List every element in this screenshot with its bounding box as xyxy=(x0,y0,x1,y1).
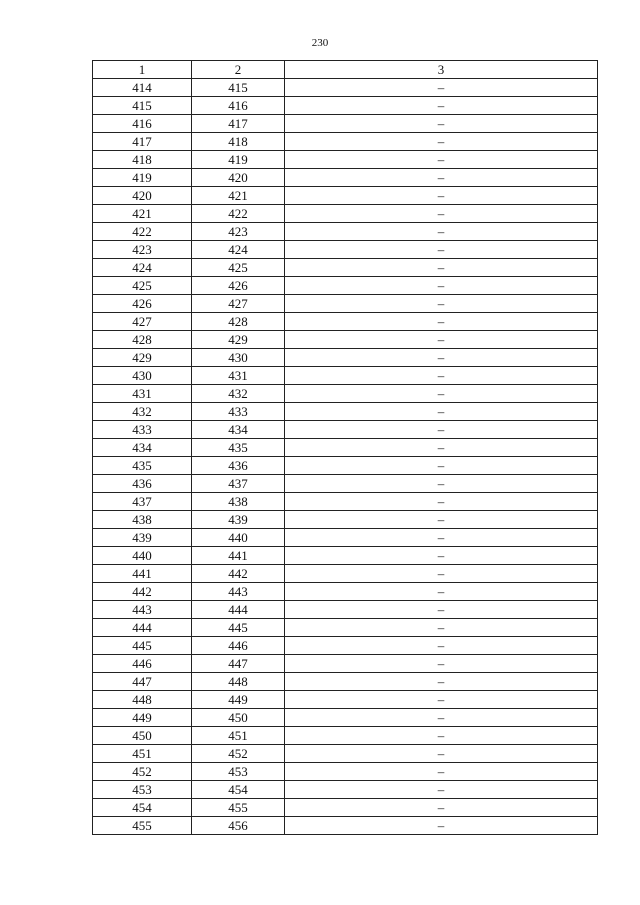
table-row xyxy=(93,691,598,709)
table-cell-col-2: 454 xyxy=(192,781,285,799)
table-cell-col-3: – xyxy=(285,97,598,115)
table-cell-col-2: 438 xyxy=(192,493,285,511)
table-row xyxy=(93,349,598,367)
table-cell-col-1: 430 xyxy=(93,367,192,385)
table-cell-col-2: 453 xyxy=(192,763,285,781)
column-header-2: 2 xyxy=(192,61,285,79)
table-cell-col-1: 432 xyxy=(93,403,192,421)
table-cell-col-3: – xyxy=(285,601,598,619)
table-cell-col-2: 442 xyxy=(192,565,285,583)
table-row xyxy=(93,385,598,403)
table-row xyxy=(93,259,598,277)
table-cell-col-3: – xyxy=(285,637,598,655)
table-header xyxy=(93,61,598,79)
table-cell-col-3: – xyxy=(285,115,598,133)
table-row xyxy=(93,673,598,691)
table-cell-col-2: 431 xyxy=(192,367,285,385)
table-cell-col-1: 437 xyxy=(93,493,192,511)
table-cell-col-1: 444 xyxy=(93,619,192,637)
table-cell-col-3: – xyxy=(285,403,598,421)
table-cell-col-3: – xyxy=(285,187,598,205)
table-cell-col-3: – xyxy=(285,421,598,439)
table-cell-col-3: – xyxy=(285,385,598,403)
table-cell-col-3: – xyxy=(285,619,598,637)
table-cell-col-2: 419 xyxy=(192,151,285,169)
table-row xyxy=(93,115,598,133)
table-row xyxy=(93,529,598,547)
table-cell-col-1: 425 xyxy=(93,277,192,295)
table-row xyxy=(93,619,598,637)
table-cell-col-2: 447 xyxy=(192,655,285,673)
table-cell-col-2: 415 xyxy=(192,79,285,97)
table-cell-col-2: 446 xyxy=(192,637,285,655)
table-cell-col-2: 418 xyxy=(192,133,285,151)
table-row xyxy=(93,79,598,97)
table-row xyxy=(93,223,598,241)
table-cell-col-1: 450 xyxy=(93,727,192,745)
table-cell-col-1: 424 xyxy=(93,259,192,277)
table-cell-col-3: – xyxy=(285,727,598,745)
table-cell-col-1: 448 xyxy=(93,691,192,709)
table-row xyxy=(93,799,598,817)
column-header-3: 3 xyxy=(285,61,598,79)
table-row xyxy=(93,367,598,385)
table-cell-col-3: – xyxy=(285,781,598,799)
table-cell-col-1: 436 xyxy=(93,475,192,493)
table-cell-col-3: – xyxy=(285,439,598,457)
table-row xyxy=(93,475,598,493)
table-cell-col-1: 422 xyxy=(93,223,192,241)
table-cell-col-1: 454 xyxy=(93,799,192,817)
table-row xyxy=(93,637,598,655)
table-row xyxy=(93,295,598,313)
table-row xyxy=(93,97,598,115)
table-cell-col-3: – xyxy=(285,349,598,367)
table-body xyxy=(93,79,598,835)
table-row xyxy=(93,745,598,763)
table-cell-col-3: – xyxy=(285,79,598,97)
table-cell-col-1: 419 xyxy=(93,169,192,187)
table-cell-col-2: 422 xyxy=(192,205,285,223)
table-cell-col-1: 442 xyxy=(93,583,192,601)
table-row xyxy=(93,151,598,169)
table-cell-col-1: 438 xyxy=(93,511,192,529)
table-cell-col-3: – xyxy=(285,799,598,817)
table-cell-col-2: 430 xyxy=(192,349,285,367)
table-cell-col-3: – xyxy=(285,475,598,493)
table-cell-col-2: 423 xyxy=(192,223,285,241)
table-cell-col-3: – xyxy=(285,565,598,583)
table-cell-col-3: – xyxy=(285,205,598,223)
table-cell-col-3: – xyxy=(285,583,598,601)
table-cell-col-2: 441 xyxy=(192,547,285,565)
table-row xyxy=(93,817,598,835)
table-cell-col-2: 445 xyxy=(192,619,285,637)
table-cell-col-2: 443 xyxy=(192,583,285,601)
table-cell-col-3: – xyxy=(285,241,598,259)
table-cell-col-1: 443 xyxy=(93,601,192,619)
table-cell-col-3: – xyxy=(285,493,598,511)
table-cell-col-2: 439 xyxy=(192,511,285,529)
table-cell-col-2: 448 xyxy=(192,673,285,691)
table-cell-col-2: 436 xyxy=(192,457,285,475)
table-cell-col-1: 439 xyxy=(93,529,192,547)
table-cell-col-2: 449 xyxy=(192,691,285,709)
table-cell-col-3: – xyxy=(285,691,598,709)
table-cell-col-2: 437 xyxy=(192,475,285,493)
table-cell-col-2: 440 xyxy=(192,529,285,547)
table-cell-col-2: 433 xyxy=(192,403,285,421)
table-cell-col-1: 415 xyxy=(93,97,192,115)
table-cell-col-3: – xyxy=(285,673,598,691)
table-cell-col-1: 416 xyxy=(93,115,192,133)
page-number: 230 xyxy=(311,37,329,49)
table-row xyxy=(93,331,598,349)
table-cell-col-3: – xyxy=(285,295,598,313)
table-cell-col-2: 435 xyxy=(192,439,285,457)
table-cell-col-1: 421 xyxy=(93,205,192,223)
table-cell-col-1: 423 xyxy=(93,241,192,259)
table-row xyxy=(93,439,598,457)
table-cell-col-1: 452 xyxy=(93,763,192,781)
table-cell-col-3: – xyxy=(285,331,598,349)
table-cell-col-1: 435 xyxy=(93,457,192,475)
table-cell-col-2: 432 xyxy=(192,385,285,403)
table-row xyxy=(93,709,598,727)
table-cell-col-1: 431 xyxy=(93,385,192,403)
table-cell-col-3: – xyxy=(285,151,598,169)
table-cell-col-2: 451 xyxy=(192,727,285,745)
table-cell-col-1: 433 xyxy=(93,421,192,439)
table-cell-col-3: – xyxy=(285,763,598,781)
table-row xyxy=(93,583,598,601)
table-cell-col-3: – xyxy=(285,457,598,475)
table-cell-col-2: 455 xyxy=(192,799,285,817)
table-row xyxy=(93,313,598,331)
table-row xyxy=(93,457,598,475)
table-cell-col-3: – xyxy=(285,259,598,277)
data-table xyxy=(92,60,598,835)
table-row xyxy=(93,727,598,745)
table-cell-col-1: 455 xyxy=(93,817,192,835)
table-row xyxy=(93,601,598,619)
table-cell-col-2: 434 xyxy=(192,421,285,439)
table-cell-col-1: 417 xyxy=(93,133,192,151)
table-row xyxy=(93,205,598,223)
table-cell-col-1: 445 xyxy=(93,637,192,655)
table-cell-col-3: – xyxy=(285,745,598,763)
table-cell-col-1: 440 xyxy=(93,547,192,565)
table-cell-col-3: – xyxy=(285,817,598,835)
table-cell-col-2: 420 xyxy=(192,169,285,187)
table-cell-col-2: 416 xyxy=(192,97,285,115)
table-cell-col-3: – xyxy=(285,655,598,673)
table-cell-col-1: 441 xyxy=(93,565,192,583)
table-cell-col-2: 421 xyxy=(192,187,285,205)
header-row xyxy=(93,61,598,79)
table-cell-col-3: – xyxy=(285,169,598,187)
table-cell-col-2: 456 xyxy=(192,817,285,835)
table-cell-col-2: 424 xyxy=(192,241,285,259)
table-cell-col-1: 420 xyxy=(93,187,192,205)
table-cell-col-2: 417 xyxy=(192,115,285,133)
table-cell-col-1: 427 xyxy=(93,313,192,331)
table-cell-col-1: 426 xyxy=(93,295,192,313)
table-cell-col-1: 434 xyxy=(93,439,192,457)
table-cell-col-3: – xyxy=(285,529,598,547)
table-cell-col-3: – xyxy=(285,709,598,727)
table-cell-col-1: 451 xyxy=(93,745,192,763)
column-header-1: 1 xyxy=(93,61,192,79)
table-cell-col-1: 446 xyxy=(93,655,192,673)
table-row xyxy=(93,421,598,439)
table-cell-col-3: – xyxy=(285,277,598,295)
table-row xyxy=(93,547,598,565)
table-cell-col-1: 449 xyxy=(93,709,192,727)
table-cell-col-3: – xyxy=(285,313,598,331)
table-cell-col-1: 428 xyxy=(93,331,192,349)
table-cell-col-1: 453 xyxy=(93,781,192,799)
table-row xyxy=(93,565,598,583)
table-cell-col-2: 444 xyxy=(192,601,285,619)
table-row xyxy=(93,241,598,259)
table-cell-col-3: – xyxy=(285,367,598,385)
table-row xyxy=(93,493,598,511)
table-cell-col-3: – xyxy=(285,547,598,565)
table-cell-col-2: 425 xyxy=(192,259,285,277)
table-cell-col-1: 447 xyxy=(93,673,192,691)
table-cell-col-3: – xyxy=(285,223,598,241)
table-cell-col-2: 428 xyxy=(192,313,285,331)
table-row xyxy=(93,187,598,205)
table-cell-col-1: 429 xyxy=(93,349,192,367)
table-row xyxy=(93,511,598,529)
table-cell-col-2: 450 xyxy=(192,709,285,727)
table-row xyxy=(93,655,598,673)
table-row xyxy=(93,781,598,799)
table-cell-col-2: 427 xyxy=(192,295,285,313)
table-cell-col-1: 414 xyxy=(93,79,192,97)
table-row xyxy=(93,763,598,781)
table-cell-col-3: – xyxy=(285,511,598,529)
table-cell-col-2: 452 xyxy=(192,745,285,763)
table-row xyxy=(93,133,598,151)
table-cell-col-3: – xyxy=(285,133,598,151)
table-cell-col-1: 418 xyxy=(93,151,192,169)
table-row xyxy=(93,277,598,295)
table-row xyxy=(93,169,598,187)
table-cell-col-2: 426 xyxy=(192,277,285,295)
table-row xyxy=(93,403,598,421)
table-cell-col-2: 429 xyxy=(192,331,285,349)
